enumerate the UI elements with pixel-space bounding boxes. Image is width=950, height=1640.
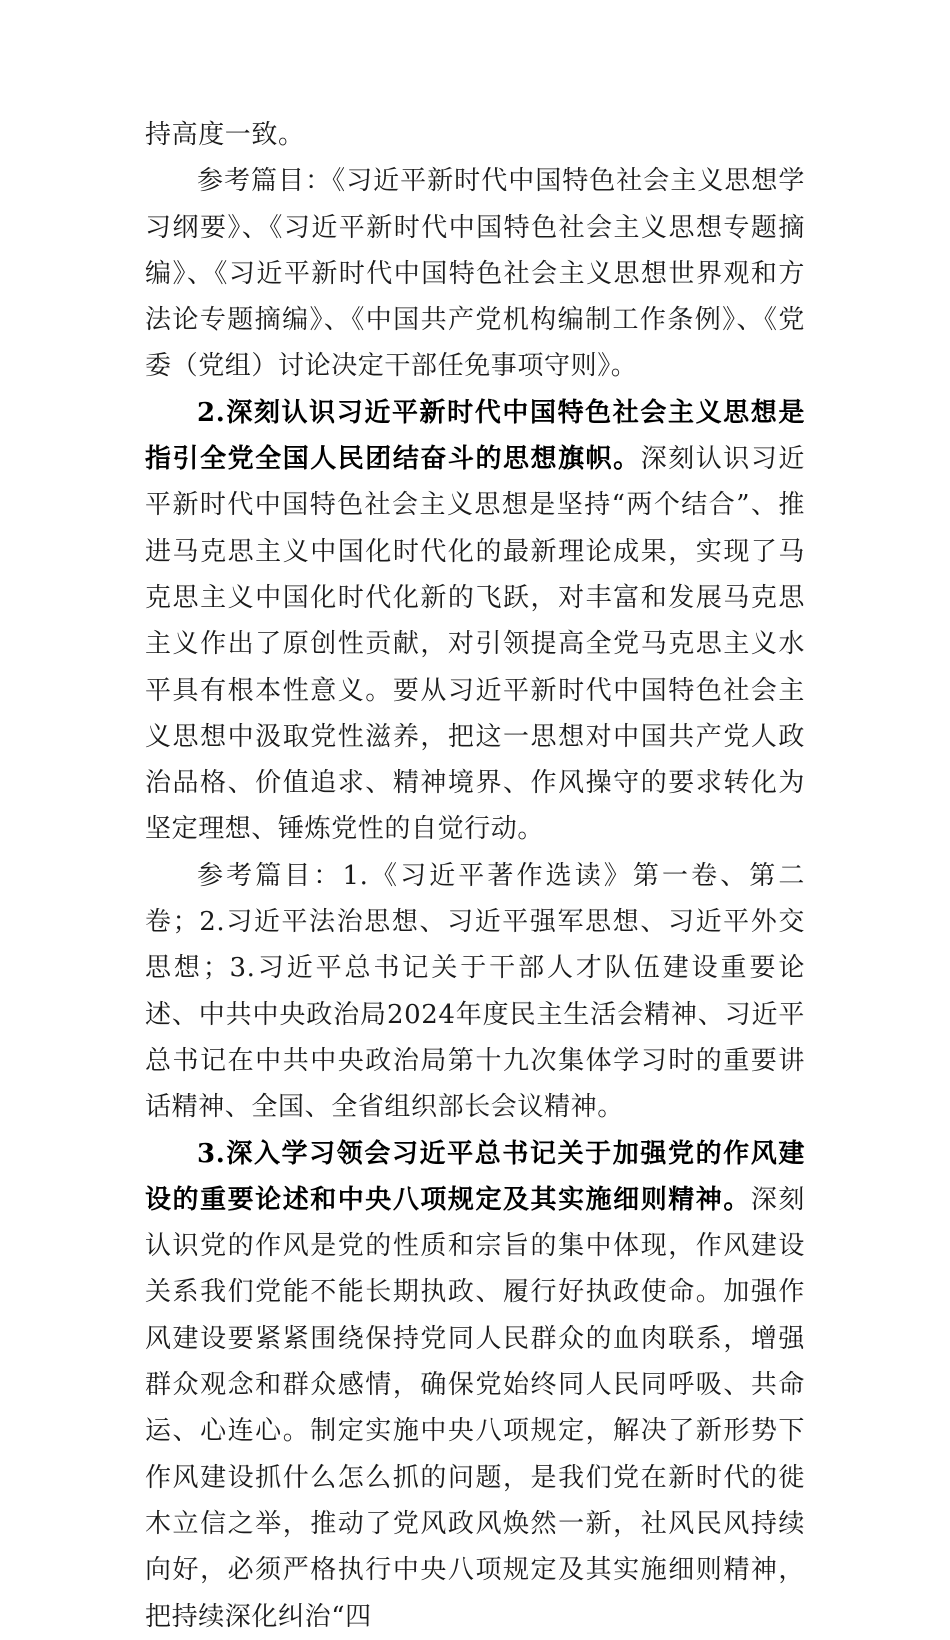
paragraph-text: 深刻认识习近平新时代中国特色社会主义思想是坚持“两个结合”、推进马克思主义中国化时代化的最新理论成果，实现了马克思主义中国化时代化新的飞跃，对丰富和发展马克思主义作出了原创性贡献，对引领提高全党马克思主义水平具有根本性意义。要从习近平新时代中国特色社会主义思想中汲取党性滋养，把这一思想对中国共产党人政治品格、价值追求、精神境界、作风操守的要求转化为坚定理想、锤炼党性的自觉行动。: [145, 444, 805, 845]
paragraph-text: 深刻认识党的作风是党的性质和宗旨的集中体现，作风建设关系我们党能不能长期执政、履行好执政使命。加强作风建设要紧紧围绕保持党同人民群众的血肉联系，增强群众观念和群众感情，确保党始终同人民同呼吸、共命运、心连心。制定实施中央八项规定，解决了新形势下作风建设抓什么怎么抓的问题，是我们党在新时代的徙木立信之举，推动了党风政风焕然一新，社风民风持续向好，必须严格执行中央八项规定及其实施细则精神，把持续深化纠治“四: [145, 1184, 805, 1632]
paragraph-section-2: [145, 390, 805, 853]
paragraph-text: 参考篇目：《习近平新时代中国特色社会主义思想学习纲要》、《习近平新时代中国特色社会主义思想专题摘编》、《习近平新时代中国特色社会主义思想世界观和方法论专题摘编》、《中国共产党机构编制工作条例》、《党委（党组）讨论决定干部任免事项守则》。: [145, 166, 805, 382]
paragraph-continuation: [145, 112, 805, 158]
paragraph-text: 参考篇目：1.《习近平著作选读》第一卷、第二卷；2.习近平法治思想、习近平强军思想、习近平外交思想；3.习近平总书记关于干部人才队伍建设重要论述、中共中央政治局2024年度民主生活会精神、习近平总书记在中共中央政治局第十九次集体学习时的重要讲话精神、全国、全省组织部长会议精神。: [145, 860, 805, 1123]
paragraph-reading-list-1: [145, 158, 805, 389]
section-heading-2: 2.深刻认识习近平新时代中国特色社会主义思想是指引全党全国人民团结奋斗的思想旗帜。: [145, 397, 805, 475]
section-heading-3: 3.深入学习领会习近平总书记关于加强党的作风建设的重要论述和中央八项规定及其实施细则精神。: [145, 1138, 805, 1215]
paragraph-section-3: [145, 1131, 805, 1640]
document-body: [145, 112, 805, 1640]
paragraph-text: 持高度一致。: [145, 120, 305, 150]
paragraph-reading-list-2: [145, 853, 805, 1131]
